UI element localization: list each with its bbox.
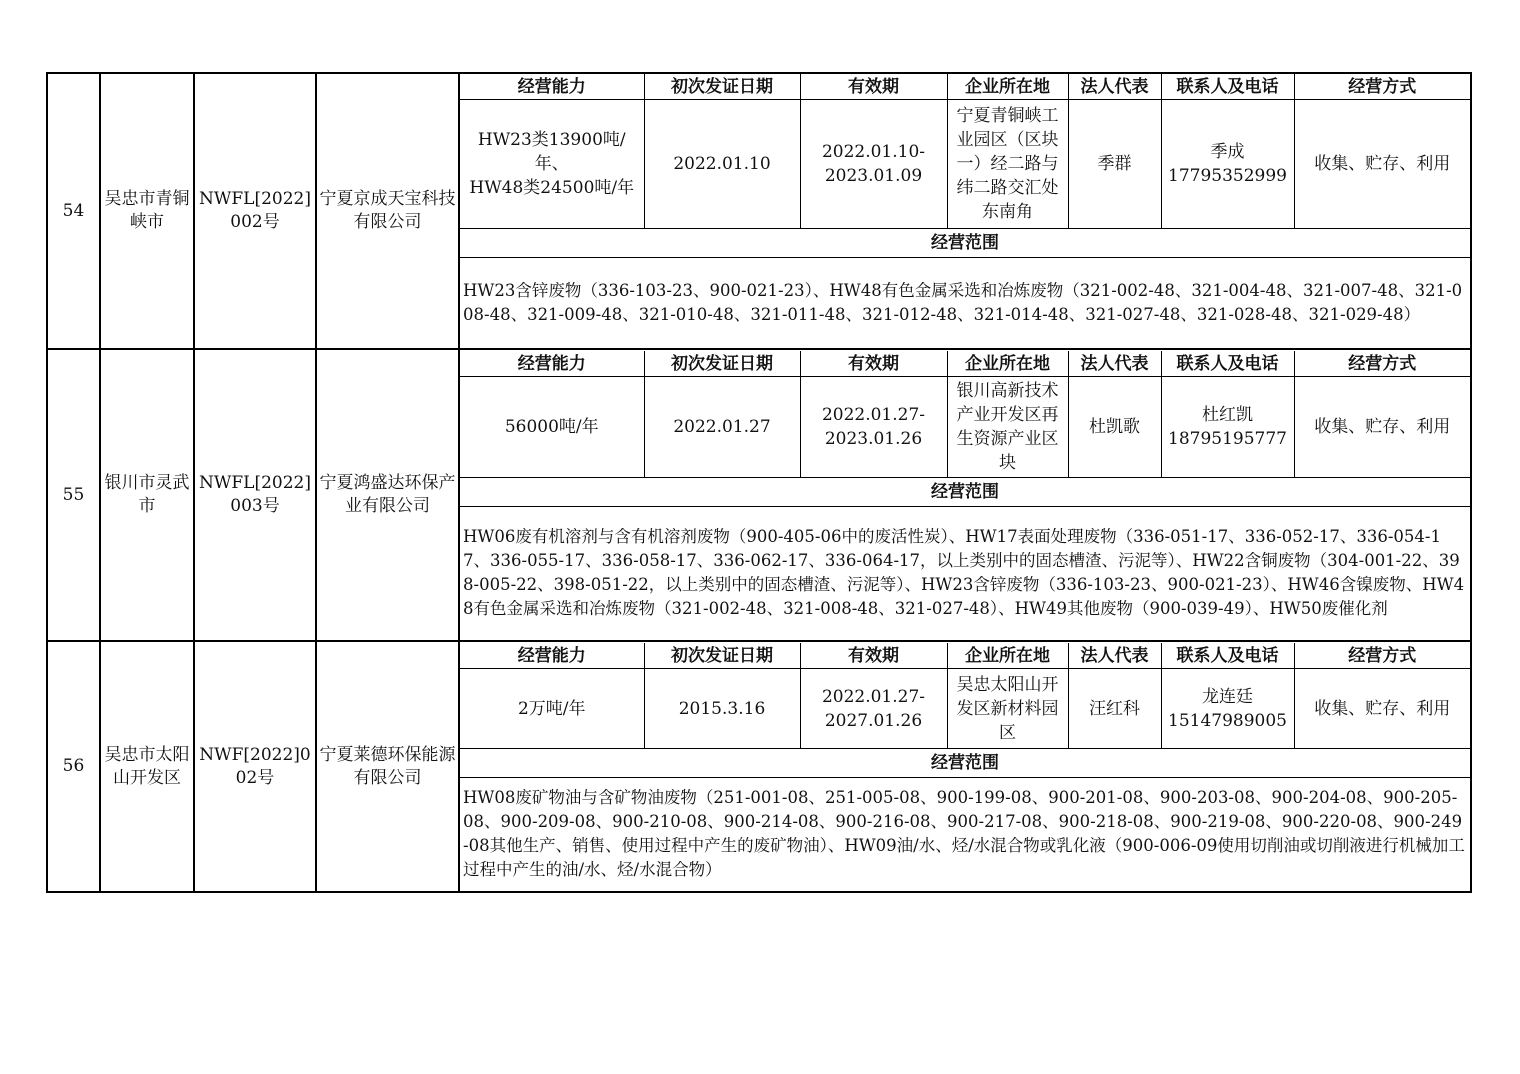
- header-first-issue-date: 初次发证日期: [644, 351, 800, 377]
- header-validity: 有效期: [800, 351, 947, 377]
- detail-table: [460, 643, 1470, 890]
- record-row: [47, 349, 1471, 641]
- record-company: 宁夏京成天宝科技有限公司: [316, 73, 459, 349]
- header-scope: 经营范围: [460, 749, 1470, 778]
- record-details: [459, 73, 1471, 349]
- validity-end: 2027.01.26: [824, 710, 923, 731]
- header-first-issue-date: 初次发证日期: [644, 74, 800, 100]
- detail-value-row: [460, 100, 1470, 229]
- method-value: 收集、贮存、利用: [1294, 377, 1470, 478]
- legal-rep-value: 杜凯歌: [1068, 377, 1161, 478]
- header-method: 经营方式: [1294, 351, 1470, 377]
- validity-start: 2022.01.10-: [821, 142, 926, 163]
- header-first-issue-date: 初次发证日期: [644, 643, 800, 669]
- detail-table: [460, 351, 1470, 639]
- header-method: 经营方式: [1294, 74, 1470, 100]
- record-number: 54: [47, 73, 100, 349]
- header-scope: 经营范围: [460, 229, 1470, 258]
- detail-header-row: [460, 351, 1470, 377]
- scope-header-row: [460, 229, 1470, 258]
- scope-value: HW08废矿物油与含矿物油废物（251-001-08、251-005-08、900-199-08、900-201-08、900-203-08、900-204-08、900-205-08、900-209-08、900-210-08、900-214-08、900-216-08、900-217-08、900-218-08、900-219-08、900-220-08、900-249-08其他生产、销售、使用过程中产生的废矿物油）、HW09油/水、烃/水混合物或乳化液（900-006-09使用切削油或切削液进行机械加工过程中产生的油/水、烃/水混合物）: [463, 788, 1465, 879]
- record-city: 银川市灵武市: [100, 349, 194, 641]
- scope-row: [460, 258, 1470, 348]
- validity-value: [800, 669, 947, 749]
- record-row: [47, 73, 1471, 349]
- scope-row: [460, 507, 1470, 639]
- header-legal-rep: 法人代表: [1068, 643, 1161, 669]
- header-location: 企业所在地: [947, 643, 1068, 669]
- method-value: 收集、贮存、利用: [1294, 100, 1470, 229]
- detail-header-row: [460, 74, 1470, 100]
- header-validity: 有效期: [800, 74, 947, 100]
- scope-header-row: [460, 749, 1470, 778]
- contact-name: 龙连廷: [1202, 686, 1253, 707]
- detail-table: [460, 74, 1470, 348]
- legal-rep-value: 汪红科: [1068, 669, 1161, 749]
- location-value: 银川高新技术产业开发区再生资源产业区块: [947, 377, 1068, 478]
- validity-value: [800, 100, 947, 229]
- record-license: NWFL[2022]002号: [194, 73, 316, 349]
- record-license: NWFL[2022]003号: [194, 349, 316, 641]
- capacity-line-1: HW23类13900吨/年、: [477, 130, 626, 175]
- header-contact: 联系人及电话: [1161, 351, 1294, 377]
- detail-value-row: [460, 669, 1470, 749]
- contact-value: [1161, 377, 1294, 478]
- location-value: 宁夏青铜峡工业园区（区块一）经二路与纬二路交汇处东南角: [947, 100, 1068, 229]
- validity-end: 2023.01.09: [824, 166, 923, 187]
- header-legal-rep: 法人代表: [1068, 351, 1161, 377]
- detail-header-row: [460, 643, 1470, 669]
- header-location: 企业所在地: [947, 74, 1068, 100]
- capacity-value: [460, 100, 644, 229]
- header-validity: 有效期: [800, 643, 947, 669]
- contact-phone: 17795352999: [1168, 166, 1287, 187]
- header-scope: 经营范围: [460, 478, 1470, 507]
- validity-value: [800, 377, 947, 478]
- header-capacity: 经营能力: [460, 351, 644, 377]
- contact-phone: 18795195777: [1168, 429, 1287, 450]
- first-issue-date-value: 2015.3.16: [644, 669, 800, 749]
- legal-rep-value: 季群: [1068, 100, 1161, 229]
- contact-phone: 15147989005: [1168, 710, 1287, 731]
- capacity-line-1: 2万吨/年: [517, 698, 586, 719]
- header-method: 经营方式: [1294, 643, 1470, 669]
- header-contact: 联系人及电话: [1161, 643, 1294, 669]
- validity-start: 2022.01.27-: [821, 405, 926, 426]
- header-contact: 联系人及电话: [1161, 74, 1294, 100]
- record-company: 宁夏莱德环保能源有限公司: [316, 641, 459, 892]
- validity-end: 2023.01.26: [824, 429, 923, 450]
- detail-value-row: [460, 377, 1470, 478]
- location-value: 吴忠太阳山开发区新材料园区: [947, 669, 1068, 749]
- record-company: 宁夏鸿盛达环保产业有限公司: [316, 349, 459, 641]
- capacity-value: [460, 377, 644, 478]
- record-details: [459, 349, 1471, 641]
- contact-name: 杜红凯: [1202, 405, 1253, 426]
- capacity-value: [460, 669, 644, 749]
- scope-row: [460, 778, 1470, 890]
- record-row: [47, 641, 1471, 892]
- contact-value: [1161, 100, 1294, 229]
- record-number: 55: [47, 349, 100, 641]
- method-value: 收集、贮存、利用: [1294, 669, 1470, 749]
- contact-name: 季成: [1210, 142, 1245, 163]
- license-table: [46, 72, 1472, 893]
- validity-start: 2022.01.27-: [821, 686, 926, 707]
- header-capacity: 经营能力: [460, 74, 644, 100]
- record-license: NWF[2022]002号: [194, 641, 316, 892]
- header-legal-rep: 法人代表: [1068, 74, 1161, 100]
- record-city: 吴忠市青铜峡市: [100, 73, 194, 349]
- capacity-line-1: 56000吨/年: [504, 417, 599, 438]
- record-city: 吴忠市太阳山开发区: [100, 641, 194, 892]
- capacity-line-2: HW48类24500吨/年: [469, 178, 635, 199]
- first-issue-date-value: 2022.01.27: [644, 377, 800, 478]
- record-details: [459, 641, 1471, 892]
- scope-value: HW06废有机溶剂与含有机溶剂废物（900-405-06中的废活性炭）、HW17表面处理废物（336-051-17、336-052-17、336-054-17、336-055-17、336-058-17、336-062-17、336-064-17，以上类别中的固态槽渣、污泥等）、HW22含铜废物（304-001-22、398-005-22、398-051-22，以上类别中的固态槽渣、污泥等）、HW23含锌废物（336-103-23、900-021-23）、HW46含镍废物、HW48有色金属采选和冶炼废物（321-002-48、321-008-48、321-027-48）、HW49其他废物（900-039-49）、HW50废催化剂: [463, 527, 1465, 618]
- scope-value: HW23含锌废物（336-103-23、900-021-23）、HW48有色金属采选和冶炼废物（321-002-48、321-004-48、321-007-48、321-008-48、321-009-48、321-010-48、321-011-48、321-012-48、321-014-48、321-027-48、321-028-48、321-029-48）: [463, 281, 1463, 324]
- scope-header-row: [460, 478, 1470, 507]
- contact-value: [1161, 669, 1294, 749]
- header-capacity: 经营能力: [460, 643, 644, 669]
- record-number: 56: [47, 641, 100, 892]
- first-issue-date-value: 2022.01.10: [644, 100, 800, 229]
- header-location: 企业所在地: [947, 351, 1068, 377]
